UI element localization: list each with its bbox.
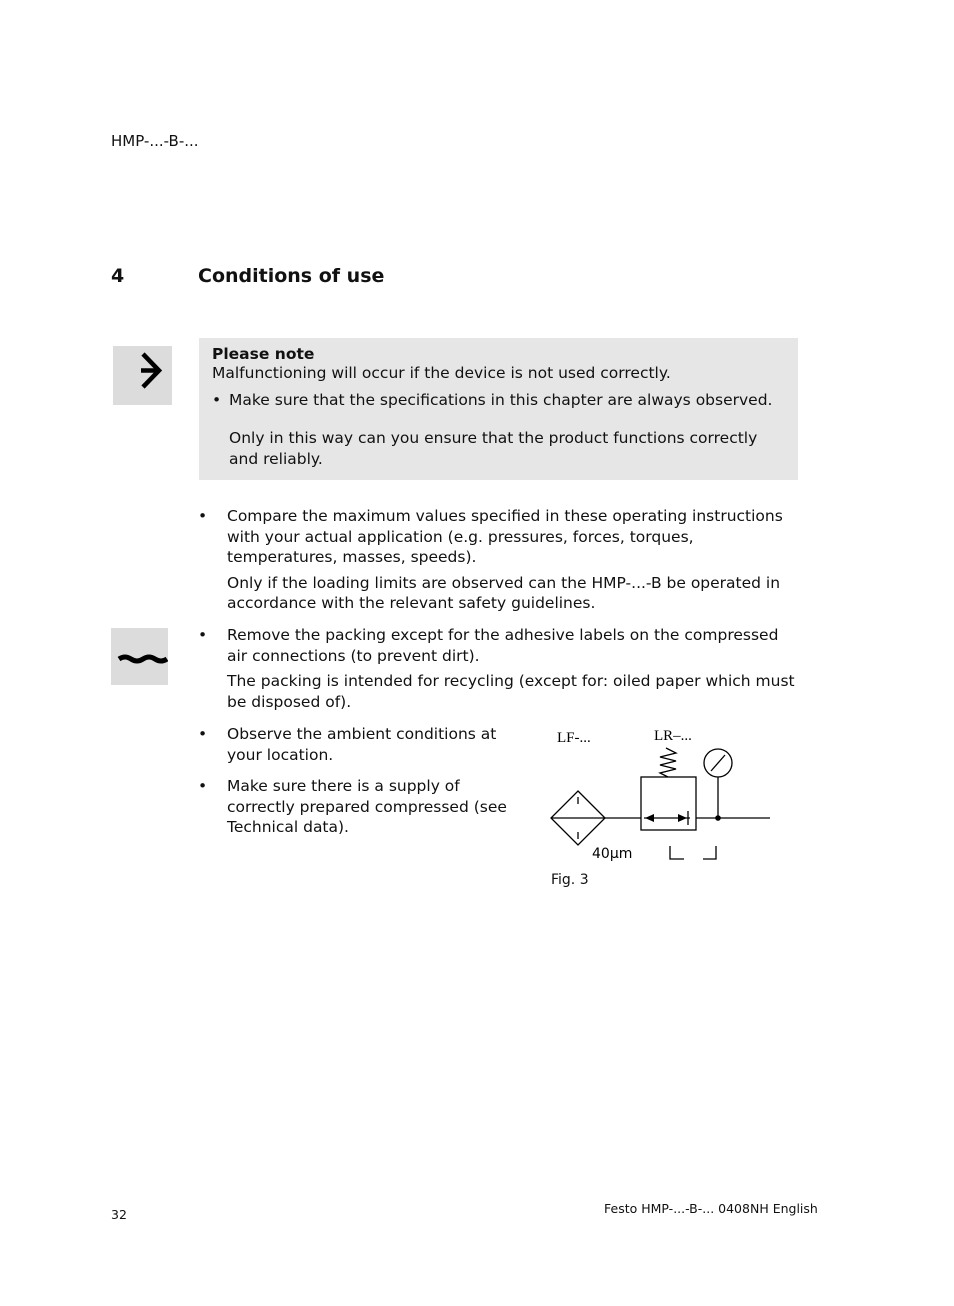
note-title: Please note [212, 345, 315, 363]
note-bullet-symbol: • [212, 391, 222, 409]
note-text: Malfunctioning will occur if the device is not used correctly. [212, 364, 671, 382]
figure-label-filter-size: 40µm [592, 846, 633, 862]
bullet-text: Observe the ambient conditions at your location. [227, 725, 497, 764]
wave-icon [111, 628, 168, 685]
bullet-text: Remove the packing except for the adhesive labels on the compressed air connections (to prevent dirt). [227, 626, 779, 665]
note-box [199, 338, 798, 480]
bullet-text: Compare the maximum values specified in these operating instructions with your actual application (e.g. pressures, forces, torques, temperatures, masses, speeds). [227, 507, 783, 566]
pneumatic-diagram [540, 715, 790, 870]
bullet-symbol: • [198, 626, 208, 644]
bullet-symbol: • [198, 507, 208, 525]
list-item [198, 625, 798, 712]
bullet-symbol: • [198, 777, 208, 795]
list-item [198, 776, 528, 838]
page-number: 32 [111, 1207, 127, 1222]
arrow-right-icon [113, 346, 172, 405]
note-bullet: Make sure that the specifications in this chapter are always observed. [229, 391, 773, 409]
section-number: 4 [111, 265, 125, 287]
bullet-text: Make sure there is a supply of correctly prepared compressed (see Technical data). [227, 777, 507, 836]
list-item [198, 724, 528, 765]
header-product-code: HMP-...-B-... [111, 132, 199, 150]
list-item [198, 506, 798, 614]
section-title: Conditions of use [198, 265, 385, 287]
note-follow-up: Only in this way can you ensure that the product functions correctly and reliably. [229, 429, 758, 468]
figure-label-regulator: LR–... [654, 728, 692, 744]
footer-doc-id: Festo HMP-...-B-... 0408NH English [604, 1201, 818, 1216]
bullet-sub-text: The packing is intended for recycling (except for: oiled paper which must be disposed of). [227, 672, 795, 711]
figure-label-filter: LF-... [557, 730, 591, 746]
bullet-symbol: • [198, 725, 208, 743]
bullet-sub-text: Only if the loading limits are observed can the HMP-...-B be operated in accordance with the relevant safety guidelines. [227, 573, 781, 612]
figure-caption: Fig. 3 [551, 872, 589, 888]
